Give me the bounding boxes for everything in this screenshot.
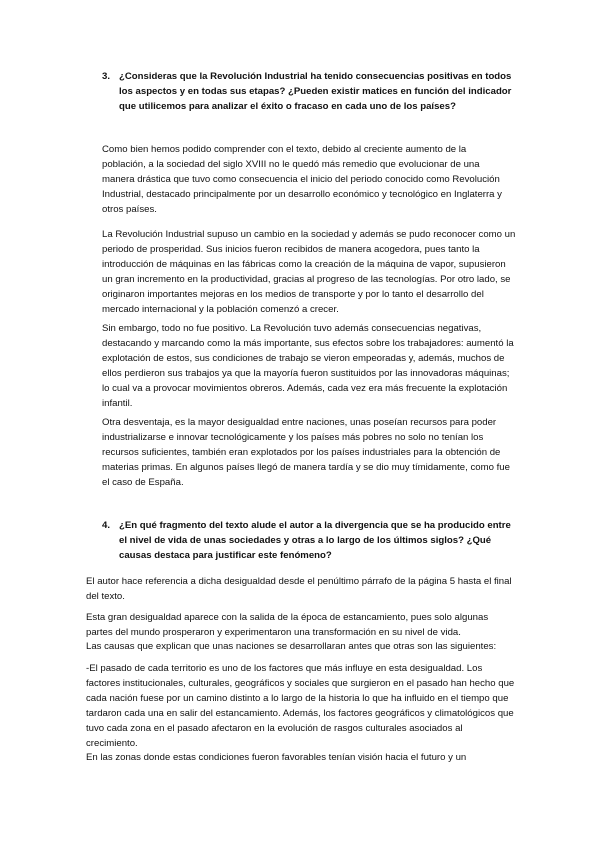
question-3-text: ¿Consideras que la Revolución Industrial ha tenido consecuencias positivas en todos los aspectos y en todas sus etapas? ¿Pueden existir matices en función del indicador que utilicemos para analizar el éxito o fracaso en cada uno de los países? — [119, 71, 512, 112]
question-4-heading — [102, 518, 522, 563]
q4-paragraph-5: En las zonas donde estas condiciones fueron favorables tenían visión hacia el futuro y un — [86, 752, 467, 763]
q3-paragraph-3: Sin embargo, todo no fue positivo. La Revolución tuvo además consecuencias negativas, destacando y marcando como la más importante, sus efectos sobre los trabajadores: aumentó la explotación de estos, sus condiciones de trabajo se vieron empeoradas y, además, muchos de ellos perdieron sus trabajos ya que la mayoría fueron sustituidos por las innovadoras máquinas; lo cual va a provocar movimientos obreros. Además, cada vez era más frecuente la explotación infantil. — [102, 323, 514, 409]
q3-paragraph-4: Otra desventaja, es la mayor desigualdad entre naciones, unas poseían recursos para poder industrializarse e innovar tecnológicamente y los países más pobres no solo no tenían los recursos suficientes, también eran explotados por los países industriales para la obtención de materias primas. En algunos países llegó de manera tardía y se dio muy tímidamente, como fue el caso de España. — [102, 417, 510, 488]
q3-paragraph-2: La Revolución Industrial supuso un cambio en la sociedad y además se pudo reconocer como un periodo de prosperidad. Sus inicios fueron recibidos de manera acogedora, pues tanto la introducción de máquinas en las fábricas como la creación de la máquina de vapor, supusieron un gran incremento en la productividad, gracias al progreso de las tecnologías. Por otro lado, se originaron importantes mejoras en los medios de transporte y por lo tanto el desarrollo del mercado internacional y la población comenzó a crecer. — [102, 229, 516, 315]
question-3-number: 3. — [102, 71, 111, 82]
question-4-number: 4. — [102, 520, 111, 531]
q4-paragraph-3: Las causas que explican que unas naciones se desarrollaran antes que otras son las siguientes: — [86, 641, 497, 652]
q4-paragraph-2: Esta gran desigualdad aparece con la salida de la época de estancamiento, pues solo algunas partes del mundo prosperaron y experimentaron una transformación en su nivel de vida. — [86, 612, 489, 638]
q4-paragraph-4: -El pasado de cada territorio es uno de los factores que más influye en esta desigualdad. Los factores institucionales, culturales, geográficos y sociales que surgieron en el pasado han hecho que cada nación fuese por un camino distinto a lo largo de la historia lo que ha influido en el tiempo que tardaron cada una en salir del estancamiento. Además, los factores geográficos y climatológicos que tuvo cada zona en el pasado afectaron en la evolución de rasgos culturales asociados al crecimiento. — [86, 663, 515, 749]
q4-paragraph-1: El autor hace referencia a dicha desigualdad desde el penúltimo párrafo de la página 5 hasta el final del texto. — [86, 576, 512, 602]
question-3-heading — [102, 69, 522, 114]
q3-paragraph-1: Como bien hemos podido comprender con el texto, debido al creciente aumento de la población, a la sociedad del siglo XVIII no le quedó más remedio que evolucionar de una manera drástica que tuvo como consecuencia el inicio del periodo conocido como Revolución Industrial, destacado principalmente por un desarrollo económico y tecnológico en Inglaterra y otros países. — [102, 144, 502, 215]
question-4-text: ¿En qué fragmento del texto alude el autor a la divergencia que se ha producido entre el nivel de vida de unas sociedades y otras a lo largo de los últimos siglos? ¿Qué causas destaca para justificar este fenómeno? — [119, 520, 511, 561]
